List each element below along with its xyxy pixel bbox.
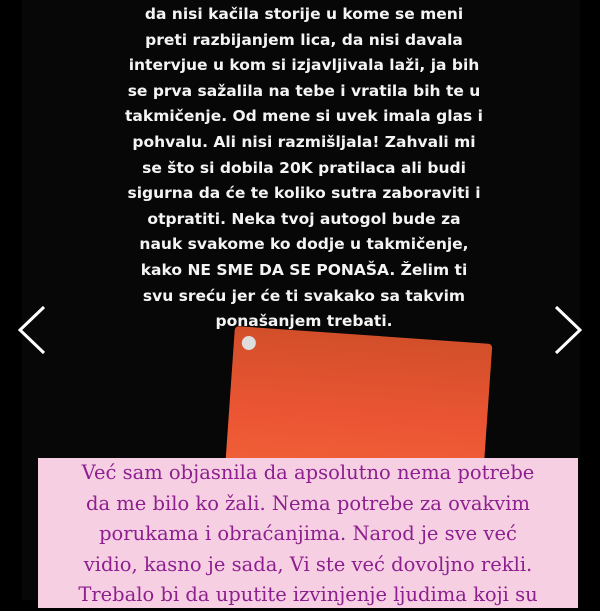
story-line: se što si dobila 20K pratilaca ali budi [142, 158, 466, 177]
story-line: otpratiti. Neka tvoj autogol bude za [147, 209, 461, 228]
previous-button[interactable] [16, 304, 48, 356]
story-line: sigurna da će te koliko sutra zaboraviti i [127, 184, 481, 203]
story-line: preti razbijanjem lica, da nisi davala [145, 30, 463, 49]
story-line: takmičenje. Od mene si uvek imala glas i [125, 107, 483, 126]
avatar [241, 336, 256, 351]
story-line: svu sreću jer će ti svakako sa takvim [142, 286, 466, 305]
overlay-line: Trebalo bi da uputite izvinjenje ljudima koji su [78, 583, 538, 606]
embedded-story-header [241, 335, 262, 352]
story-line: kako NE SME DA SE PONAŠA. Želim ti [140, 260, 468, 279]
chevron-right-icon [552, 304, 584, 356]
overlay-line: da me bilo ko žali. Nema potrebe za ovakvim [85, 491, 531, 515]
story-line: da nisi kačila storije u kome se meni [144, 5, 464, 23]
story-line: se prva sažalila na tebe i vratila bih te u [127, 81, 481, 100]
story-line: intervjue u kom si izjavljivala laži, ja bih [128, 56, 480, 75]
chevron-left-icon [16, 304, 48, 356]
next-button[interactable] [552, 304, 584, 356]
reply-text-overlay [38, 458, 578, 608]
story-line: nauk svakome ko dodje u takmičenje, [139, 235, 469, 254]
story-line: pohvalu. Ali nisi razmišljala! Zahvali mi [132, 132, 476, 151]
overlay-line: porukama i obraćanjima. Narod je sve već [99, 522, 517, 545]
story-caption [74, 2, 534, 335]
story-line: ponašanjem trebati. [215, 312, 393, 331]
overlay-line: vidio, kasno je sada, Vi ste već dovoljno rekli. [83, 552, 533, 576]
overlay-line: Već sam objasnila da apsolutno nema potrebe [81, 461, 535, 484]
